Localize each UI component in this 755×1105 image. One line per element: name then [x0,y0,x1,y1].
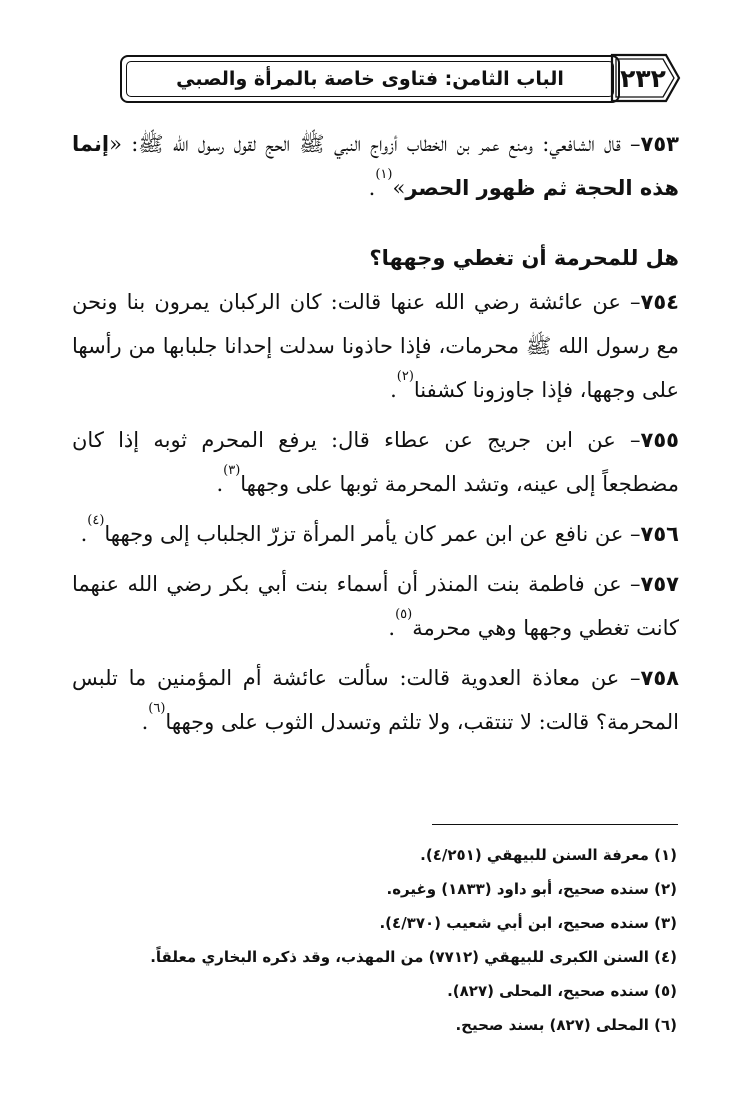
sentence-end: . [141,710,149,734]
running-header [126,61,614,97]
paragraph-text: – عن نافع عن ابن عمر كان يأمر المرأة تزرّ الجلباب إلى وجهها [104,522,641,546]
paragraph-number: ٧٥٨ [640,666,679,690]
footnote-ref: (١) [375,167,393,182]
footnote-ref: (٦) [148,701,166,716]
sentence-end: . [390,378,397,402]
footnote-ref: (٢) [396,369,414,384]
paragraph-755 [72,418,679,506]
footnote-ref: (٣) [223,463,241,478]
section-heading: هل للمحرمة أن تغطي وجهها؟ [369,246,679,270]
paragraph-757 [72,562,679,650]
paragraph-number: ٧٥٥ [640,428,679,452]
footnote-ref: (٥) [395,607,413,622]
footnote-5: (٥) سنده صحيح، المحلى (٨٢٧). [447,982,677,1000]
footnote-2: (٢) سنده صحيح، أبو داود (١٨٣٣) وغيره. [386,880,677,898]
quote-close: » [392,176,406,200]
paragraph-number: ٧٥٧ [640,572,679,596]
paragraph-text: – عن فاطمة بنت المنذر أن أسماء بنت أبي بكر رضي الله عنهما كانت تغطي وجهها وهي محرمة [72,572,679,640]
paragraph-number: ٧٥٤ [640,290,679,314]
sentence-end: . [388,616,396,640]
paragraph-text: – عن عائشة رضي الله عنها قالت: كان الركبان يمرون بنا ونحن مع رسول الله ﷺ محرمات، فإذا حاذونا سدلت إحدانا جلبابها من رأسها على وجهها، فإذا جاوزونا كشفنا [72,290,679,402]
footnote-divider [432,824,678,825]
footnote-3: (٣) سنده صحيح، ابن أبي شعيب (٤/٣٧٠). [379,914,677,932]
sentence-end: . [216,472,224,496]
hadith-quote: إنما هذه الحجة ثم ظهور الحصر [72,132,679,200]
page-number-box [604,52,682,104]
paragraph-754 [72,280,679,412]
sentence-end: . [368,176,376,200]
paragraph-758 [72,656,679,744]
paragraph-number: ٧٥٦ [640,522,679,546]
footnote-6: (٦) المحلى (٨٢٧) بسند صحيح. [455,1016,677,1034]
sentence-end: . [80,522,88,546]
main-text [72,122,679,744]
footnotes [72,838,677,1042]
paragraph-text: – قال الشافعي: ومنع عمر بن الخطاب أزواج النبي ﷺ الحج لقول رسول الله ﷺ: « [109,132,641,156]
paragraph-text: – عن معاذة العدوية قالت: سألت عائشة أم المؤمنين ما تلبس المحرمة؟ قالت: لا تنتقب، ولا تلثم وتسدل الثوب على وجهها [72,666,679,734]
page-number: ٢٣٢ [620,63,666,93]
paragraph-756 [72,512,679,556]
paragraph-number: ٧٥٣ [640,132,679,156]
paragraph-753 [72,122,679,210]
paragraph-text: – عن ابن جريج عن عطاء قال: يرفع المحرم ثوبه إذا كان مضطجعاً إلى عينه، وتشد المحرمة ثوبها على وجهها [72,428,679,496]
footnote-1: (١) معرفة السنن للبيهقي (٤/٢٥١). [420,846,677,864]
footnote-4: (٤) السنن الكبرى للبيهقي (٧٧١٢) من المهذب، وقد ذكره البخاري معلقاً. [150,948,677,966]
chapter-title: الباب الثامن: فتاوى خاصة بالمرأة والصبي [176,68,564,90]
footnote-ref: (٤) [87,513,105,528]
